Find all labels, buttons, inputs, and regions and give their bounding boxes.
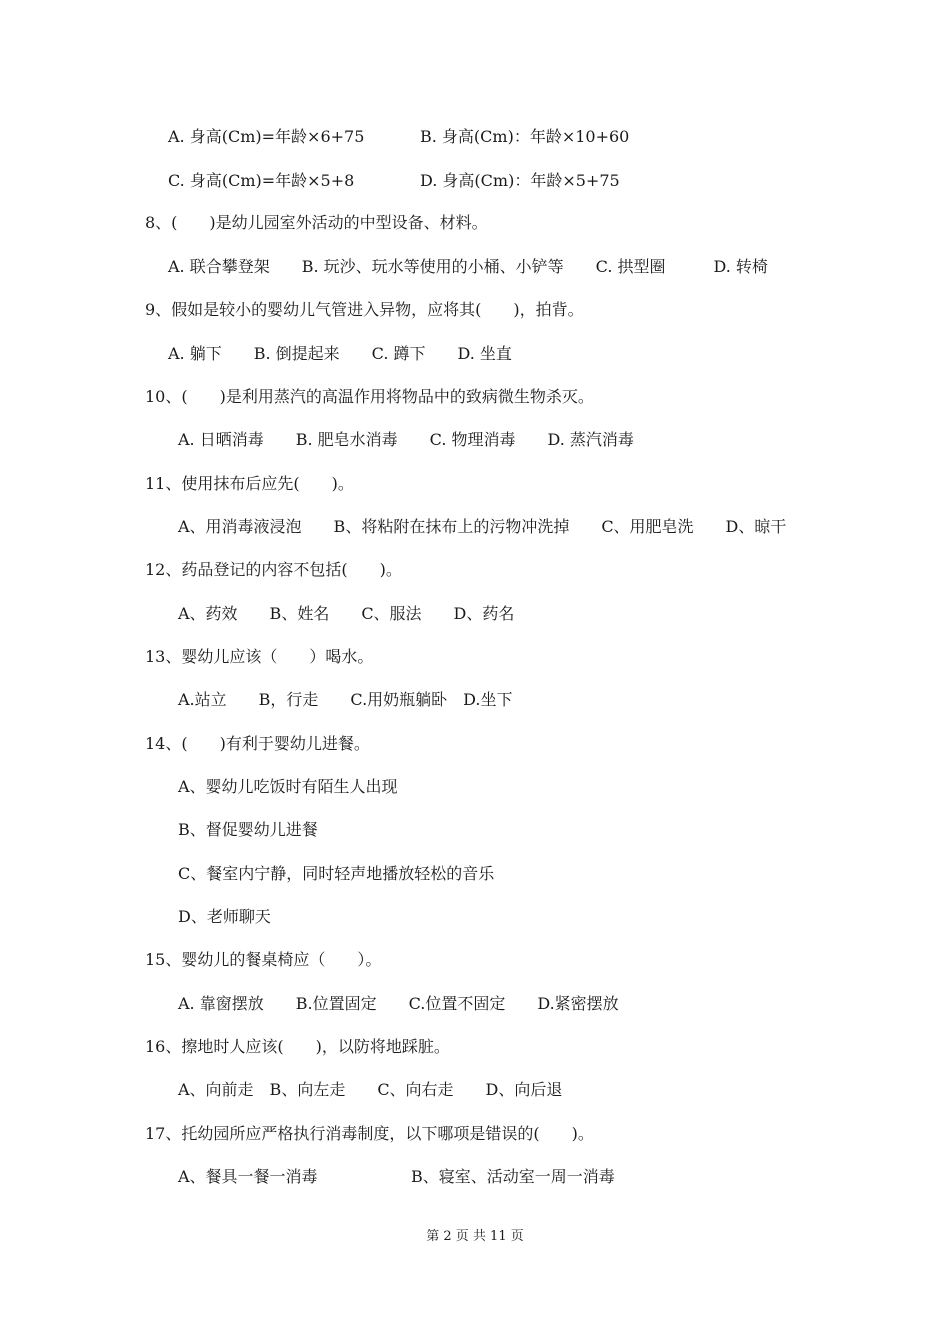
q7-option-c: C. 身高(Cm)=年龄×5+8 bbox=[168, 171, 355, 190]
q9-stem: 9、假如是较小的婴幼儿气管进入异物，应将其( )，拍背。 bbox=[145, 300, 584, 319]
q10-stem: 10、( )是利用蒸汽的高温作用将物品中的致病微生物杀灭。 bbox=[145, 387, 594, 406]
q11-options: A、用消毒液浸泡 B、将粘附在抹布上的污物冲洗掉 C、用肥皂洗 D、晾干 bbox=[178, 517, 787, 536]
q12-options: A、药效 B、姓名 C、服法 D、药名 bbox=[178, 604, 515, 623]
q14-option-b: B、督促婴幼儿进餐 bbox=[178, 820, 318, 839]
q8-stem: 8、( )是幼儿园室外活动的中型设备、材料。 bbox=[145, 213, 488, 232]
q7-option-d: D. 身高(Cm)：年龄×5+75 bbox=[420, 171, 620, 190]
q13-options: A.站立 B，行走 C.用奶瓶躺卧 D.坐下 bbox=[178, 690, 513, 709]
q7-option-b: B. 身高(Cm)：年龄×10+60 bbox=[420, 127, 630, 146]
q13-stem: 13、婴幼儿应该（ ）喝水。 bbox=[145, 647, 374, 666]
q14-stem: 14、( )有利于婴幼儿进餐。 bbox=[145, 734, 370, 753]
q11-stem: 11、使用抹布后应先( )。 bbox=[145, 474, 354, 493]
q10-options: A. 日晒消毒 B. 肥皂水消毒 C. 物理消毒 D. 蒸汽消毒 bbox=[178, 430, 634, 449]
q15-stem: 15、婴幼儿的餐桌椅应（ ）。 bbox=[145, 950, 382, 969]
q14-option-c: C、餐室内宁静，同时轻声地播放轻松的音乐 bbox=[178, 864, 495, 883]
q9-options: A. 躺下 B. 倒提起来 C. 蹲下 D. 坐直 bbox=[168, 344, 512, 363]
q16-stem: 16、擦地时人应该( )，以防将地踩脏。 bbox=[145, 1037, 450, 1056]
page-footer: 第 2 页 共 11 页 bbox=[426, 1229, 524, 1244]
q17-stem: 17、托幼园所应严格执行消毒制度，以下哪项是错误的( )。 bbox=[145, 1124, 594, 1143]
q8-options: A. 联合攀登架 B. 玩沙、玩水等使用的小桶、小铲等 C. 拱型圈 D. 转椅 bbox=[168, 257, 768, 276]
q12-stem: 12、药品登记的内容不包括( )。 bbox=[145, 560, 402, 579]
q15-options: A. 靠窗摆放 B.位置固定 C.位置不固定 D.紧密摆放 bbox=[178, 994, 619, 1013]
q14-option-a: A、婴幼儿吃饭时有陌生人出现 bbox=[178, 777, 398, 796]
q17-option-a: A、餐具一餐一消毒 bbox=[178, 1167, 318, 1186]
q17-option-b: B、寝室、活动室一周一消毒 bbox=[411, 1167, 615, 1186]
q16-options: A、向前走 B、向左走 C、向右走 D、向后退 bbox=[178, 1080, 563, 1099]
q14-option-d: D、老师聊天 bbox=[178, 907, 271, 926]
q7-option-a: A. 身高(Cm)=年龄×6+75 bbox=[168, 127, 365, 146]
